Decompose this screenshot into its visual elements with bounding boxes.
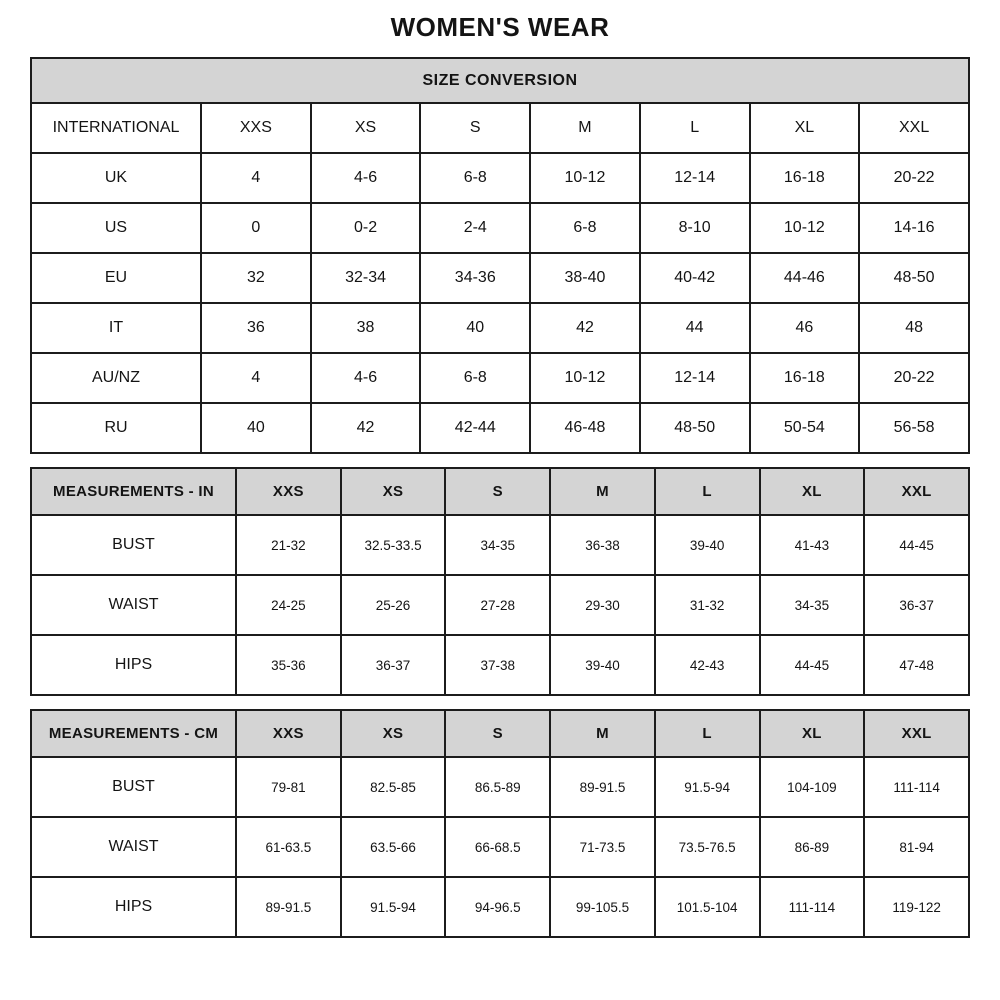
row-label: AU/NZ [31,353,201,403]
measurements_cm-header-cell: XL [760,710,865,757]
cell-value: 36-37 [341,635,446,695]
size_conversion-header-cell: XXS [201,103,311,153]
cell-value: 50-54 [750,403,860,453]
cell-value: 38-40 [530,253,640,303]
cell-value: 46-48 [530,403,640,453]
cell-value: 42 [311,403,421,453]
size_conversion-header-row [31,103,969,153]
cell-value: 41-43 [760,515,865,575]
cell-value: 34-35 [445,515,550,575]
measurements_cm-header-cell: L [655,710,760,757]
measurements_cm-row [31,757,969,817]
size_conversion-row [31,253,969,303]
cell-value: 2-4 [420,203,530,253]
row-label: IT [31,303,201,353]
cell-value: 10-12 [750,203,860,253]
cell-value: 4-6 [311,153,421,203]
measurements_cm-header-cell: S [445,710,550,757]
cell-value: 104-109 [760,757,865,817]
cell-value: 101.5-104 [655,877,760,937]
cell-value: 44-45 [864,515,969,575]
measurements-in-table [30,467,970,696]
cell-value: 12-14 [640,153,750,203]
measurements_in-header-cell: MEASUREMENTS - IN [31,468,236,515]
cell-value: 99-105.5 [550,877,655,937]
cell-value: 36-37 [864,575,969,635]
cell-value: 6-8 [530,203,640,253]
cell-value: 0-2 [311,203,421,253]
cell-value: 34-36 [420,253,530,303]
cell-value: 48-50 [640,403,750,453]
cell-value: 32.5-33.5 [341,515,446,575]
cell-value: 39-40 [655,515,760,575]
measurements_in-header-row [31,468,969,515]
cell-value: 89-91.5 [236,877,341,937]
cell-value: 20-22 [859,153,969,203]
size_conversion-header-cell: XXL [859,103,969,153]
cell-value: 48-50 [859,253,969,303]
cell-value: 38 [311,303,421,353]
cell-value: 14-16 [859,203,969,253]
cell-value: 40 [420,303,530,353]
size_conversion-header-cell: INTERNATIONAL [31,103,201,153]
cell-value: 81-94 [864,817,969,877]
cell-value: 40-42 [640,253,750,303]
cell-value: 25-26 [341,575,446,635]
cell-value: 63.5-66 [341,817,446,877]
cell-value: 111-114 [864,757,969,817]
cell-value: 21-32 [236,515,341,575]
cell-value: 0 [201,203,311,253]
cell-value: 42-44 [420,403,530,453]
size_conversion-row [31,403,969,453]
page-title: WOMEN'S WEAR [390,12,610,42]
cell-value: 36-38 [550,515,655,575]
cell-value: 31-32 [655,575,760,635]
cell-value: 44 [640,303,750,353]
cell-value: 20-22 [859,353,969,403]
measurements_in-header-cell: XXS [236,468,341,515]
cell-value: 40 [201,403,311,453]
row-label: HIPS [31,877,236,937]
measurements_in-row [31,515,969,575]
cell-value: 4 [201,153,311,203]
cell-value: 8-10 [640,203,750,253]
cell-value: 91.5-94 [341,877,446,937]
cell-value: 10-12 [530,153,640,203]
measurements-cm-table [30,709,970,938]
measurements_cm-row [31,817,969,877]
cell-value: 71-73.5 [550,817,655,877]
cell-value: 79-81 [236,757,341,817]
size_conversion-title-row [31,58,969,103]
row-label: WAIST [31,817,236,877]
cell-value: 4-6 [311,353,421,403]
size_conversion-header-cell: XL [750,103,860,153]
row-label: BUST [31,515,236,575]
cell-value: 73.5-76.5 [655,817,760,877]
measurements_cm-header-row [31,710,969,757]
cell-value: 37-38 [445,635,550,695]
measurements_in-row [31,575,969,635]
cell-value: 6-8 [420,153,530,203]
cell-value: 47-48 [864,635,969,695]
row-label: BUST [31,757,236,817]
cell-value: 86-89 [760,817,865,877]
size_conversion-header-cell: S [420,103,530,153]
measurements_in-header-cell: M [550,468,655,515]
cell-value: 34-35 [760,575,865,635]
cell-value: 48 [859,303,969,353]
size_conversion-header-cell: M [530,103,640,153]
row-label: HIPS [31,635,236,695]
cell-value: 29-30 [550,575,655,635]
cell-value: 91.5-94 [655,757,760,817]
cell-value: 12-14 [640,353,750,403]
cell-value: 4 [201,353,311,403]
measurements_cm-header-cell: XS [341,710,446,757]
cell-value: 10-12 [530,353,640,403]
size_conversion-header-cell: L [640,103,750,153]
cell-value: 35-36 [236,635,341,695]
cell-value: 42-43 [655,635,760,695]
size-conversion-table [30,57,970,454]
cell-value: 66-68.5 [445,817,550,877]
cell-value: 111-114 [760,877,865,937]
row-label: RU [31,403,201,453]
measurements_in-header-cell: S [445,468,550,515]
size_conversion-row [31,153,969,203]
size_conversion-row [31,203,969,253]
measurements_cm-header-cell: XXL [864,710,969,757]
cell-value: 46 [750,303,860,353]
size_conversion-row [31,353,969,403]
cell-value: 82.5-85 [341,757,446,817]
row-label: WAIST [31,575,236,635]
cell-value: 16-18 [750,153,860,203]
cell-value: 119-122 [864,877,969,937]
cell-value: 61-63.5 [236,817,341,877]
cell-value: 94-96.5 [445,877,550,937]
cell-value: 39-40 [550,635,655,695]
row-label: UK [31,153,201,203]
measurements_cm-header-cell: M [550,710,655,757]
cell-value: 6-8 [420,353,530,403]
measurements_cm-header-cell: MEASUREMENTS - CM [31,710,236,757]
cell-value: 27-28 [445,575,550,635]
cell-value: 36 [201,303,311,353]
row-label: EU [31,253,201,303]
size_conversion-header-cell: XS [311,103,421,153]
measurements_in-header-cell: L [655,468,760,515]
row-label: US [31,203,201,253]
measurements_in-header-cell: XS [341,468,446,515]
size_conversion-title: SIZE CONVERSION [31,58,969,103]
cell-value: 32 [201,253,311,303]
cell-value: 44-46 [750,253,860,303]
cell-value: 42 [530,303,640,353]
cell-value: 89-91.5 [550,757,655,817]
cell-value: 86.5-89 [445,757,550,817]
measurements_in-header-cell: XXL [864,468,969,515]
cell-value: 56-58 [859,403,969,453]
measurements_cm-header-cell: XXS [236,710,341,757]
cell-value: 44-45 [760,635,865,695]
cell-value: 24-25 [236,575,341,635]
size_conversion-row [31,303,969,353]
cell-value: 32-34 [311,253,421,303]
measurements_in-header-cell: XL [760,468,865,515]
measurements_cm-row [31,877,969,937]
cell-value: 16-18 [750,353,860,403]
measurements_in-row [31,635,969,695]
